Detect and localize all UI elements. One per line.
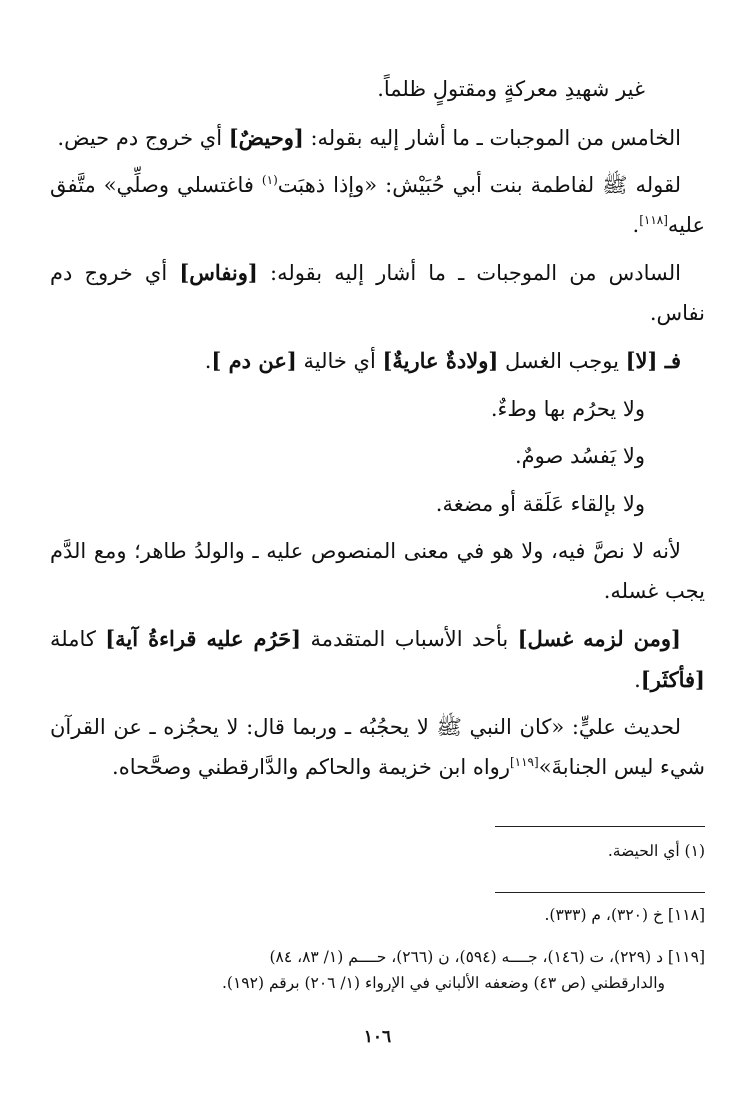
page-number: ١٠٦	[363, 1027, 392, 1047]
matn-la: [لا]	[625, 348, 658, 373]
line-no-intercourse: ولا يحرُم بها وطءٌ.	[490, 396, 645, 421]
endnote-ref-118: [١١٨]	[639, 212, 668, 227]
endnote-119-line-2: والدارقطني (ص ٤٣) وضعفه الألباني في الإرواء (١/ ٢٠٦) برقم (١٩٢).	[222, 974, 665, 992]
endnote-119	[50, 944, 705, 996]
paragraph-birth-without-blood: فـ [لا] يوجب الغسل [ولادةٌ عاريةٌ] أي خالية [عن دم ].	[204, 348, 681, 373]
footnote-1: (١) أي الحيضة.	[607, 842, 705, 860]
paragraph-reason: لأنه لا نصَّ فيه، ولا هو في معنى المنصوص عليه ـ والولدُ طاهر؛ ومع الدَّم يجب غسله.	[50, 539, 705, 603]
paragraph-fifth-obligation: الخامس من الموجبات ـ ما أشار إليه بقوله: [وحيضٌ] أي خروج دم حيض.	[57, 124, 681, 150]
book-page	[50, 0, 705, 1096]
endnote-divider	[495, 892, 705, 893]
matn-faakthar: [فأكثَر]	[640, 666, 705, 692]
line-no-fast-break: ولا يَفسُد صومٌ.	[514, 444, 645, 468]
paragraph-hadith-fatima: لقوله ﷺ لفاطمة بنت أبي حُبَيْش: «وإذا ذهبَت$^{(١)}$ فاغتسلي وصلِّي» متَّفق عليه[١١٨].	[50, 173, 705, 237]
endnote-118: [١١٨] خ (٣٢٠)، م (٣٣٣).	[544, 906, 705, 924]
paragraph-quran-prohibition: [ومن لزمه غسل] بأحد الأسباب المتقدمة [حَرُم عليه قراءةُ آية] كاملة [فأكثَر].	[50, 626, 705, 692]
footnote-ref-1: (١)	[261, 173, 278, 187]
line-alaqa: ولا بإلقاء عَلَقة أو مضغة.	[435, 491, 645, 516]
paragraph-hadith-ali: لحديث عليٍّ: «كان النبي ﷺ لا يحجُبُه ـ وربما قال: لا يحجُزه ـ عن القرآن شيء ليس الجنابةَ»[١١٩]رواه ابن خزيمة والحاكم والدَّارقطني وصحَّحاه.	[50, 715, 705, 779]
matn-nifas: [ونفاس]	[179, 260, 258, 285]
footnote-divider	[495, 826, 705, 827]
endnote-ref-119: [١١٩]	[509, 754, 539, 769]
matn-wiladah: [ولادةٌ عاريةٌ]	[382, 348, 499, 373]
matn-haid: [وحيضٌ]	[228, 124, 304, 150]
matn-an-dam: [عن دم ]	[211, 348, 297, 373]
endnote-119-line-1: [١١٩] د (٢٢٩)، ت (١٤٦)، جــــه (٥٩٤)، ن (٢٦٦)، حــــم (١/ ٨٣، ٨٤)	[269, 948, 705, 966]
main-text	[50, 70, 705, 787]
paragraph-sixth-obligation: السادس من الموجبات ـ ما أشار إليه بقوله: [ونفاس] أي خروج دم نفاس.	[50, 260, 705, 325]
text-line-continuation: غير شهيدِ معركةٍ ومقتولٍ ظلماً.	[377, 77, 645, 101]
matn-ghusl: [ومن لزمه غسل]	[517, 626, 681, 651]
matn-haram-qiraah: [حَرُم عليه قراءةُ آية]	[105, 626, 302, 651]
